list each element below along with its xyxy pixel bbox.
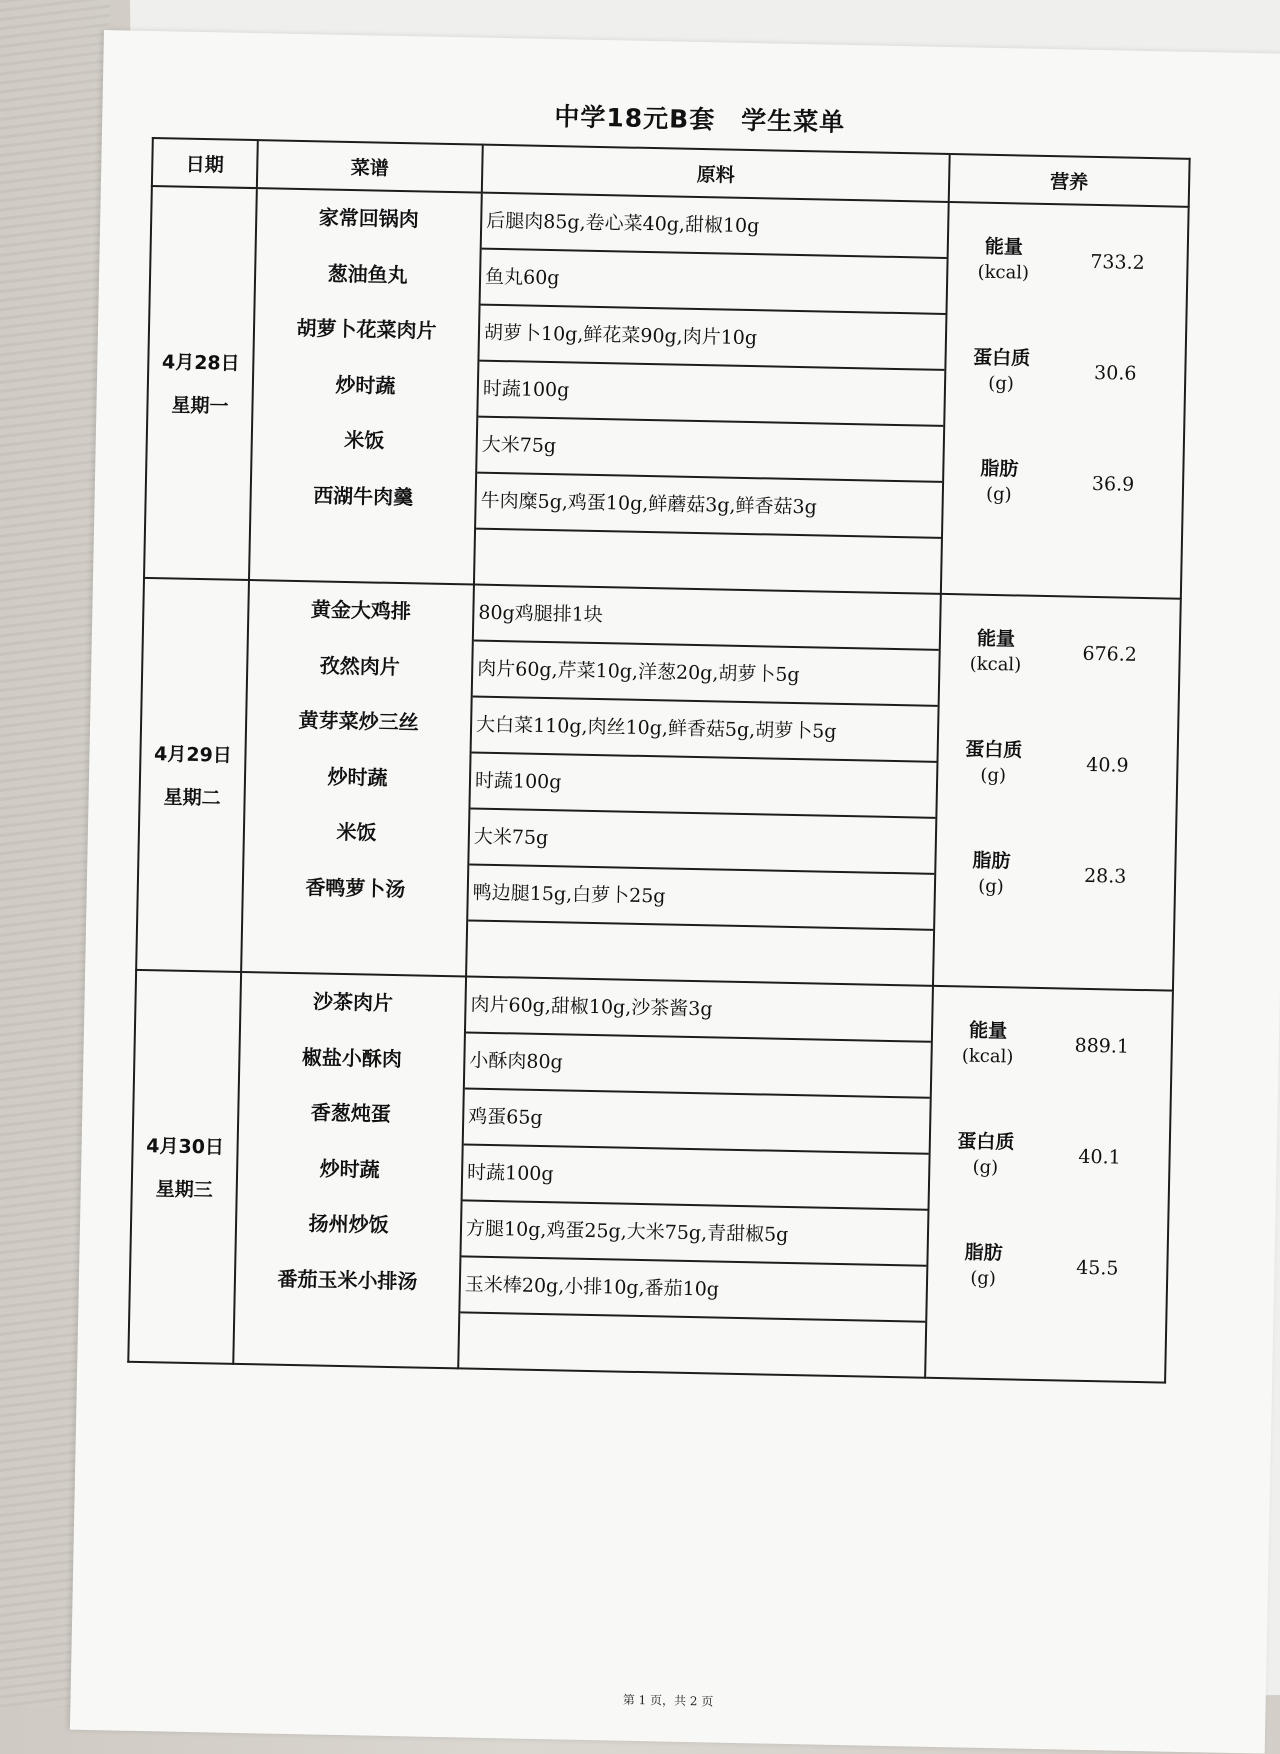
dish-cell <box>249 188 482 584</box>
header-dish: 菜谱 <box>257 140 483 193</box>
energy-block <box>932 987 1172 1103</box>
menu-table <box>127 137 1190 1384</box>
ingredient-line: 时蔬100g <box>470 754 936 819</box>
dish-name: 香葱炖蛋 <box>310 1100 392 1126</box>
protein-unit: (g) <box>988 372 1015 394</box>
weekday-label: 星期三 <box>155 1178 213 1202</box>
day-row <box>136 578 1181 991</box>
nutrition-cell <box>925 986 1173 1383</box>
header-ingredients: 原料 <box>482 145 950 202</box>
energy-unit: (kcal) <box>977 261 1030 284</box>
dish-name: 黄芽菜炒三丝 <box>298 708 419 735</box>
protein-block <box>930 1098 1170 1214</box>
day-row <box>128 970 1173 1383</box>
energy-label: 能量 <box>976 627 1016 650</box>
ingredient-line-empty <box>475 530 941 593</box>
ingredient-line: 玉米棒20g,小排10g,番茄10g <box>460 1257 926 1322</box>
protein-label: 蛋白质 <box>965 737 1023 762</box>
dish-name: 葱油鱼丸 <box>327 261 408 287</box>
ingredients-cell <box>458 976 933 1377</box>
ingredient-line: 大米75g <box>469 810 935 875</box>
date-label: 4月30日 <box>146 1135 225 1159</box>
protein-block <box>945 314 1185 430</box>
ingredient-line: 鸭边腿15g,白萝卜25g <box>468 865 934 930</box>
ingredient-line: 胡萝卜10g,鲜花菜90g,肉片10g <box>479 306 945 371</box>
ingredient-line: 肉片60g,芹菜10g,洋葱20g,胡萝卜5g <box>473 642 939 707</box>
protein-block <box>937 706 1177 822</box>
weekday-label: 星期一 <box>171 394 229 418</box>
protein-unit: (g) <box>980 764 1007 786</box>
page-footer: 第 1 页，共 2 页 <box>622 1692 714 1709</box>
date-cell <box>144 186 257 580</box>
fat-unit: (g) <box>985 483 1012 505</box>
ingredients-cell <box>466 585 941 986</box>
date-label: 4月28日 <box>161 351 240 375</box>
ingredient-line: 鱼丸60g <box>481 250 947 315</box>
protein-label: 蛋白质 <box>957 1129 1015 1153</box>
dish-name: 扬州炒饭 <box>308 1211 389 1237</box>
energy-value: 676.2 <box>1082 642 1138 666</box>
menu-title: 中学18元B套 学生菜单 <box>554 102 846 137</box>
ingredient-line: 小酥肉80g <box>465 1033 931 1098</box>
date-cell <box>128 970 241 1364</box>
dish-name: 米饭 <box>336 819 377 845</box>
energy-value: 889.1 <box>1074 1034 1130 1058</box>
nutrition-cell <box>941 202 1189 599</box>
fat-block <box>927 1209 1167 1325</box>
ingredient-line: 时蔬100g <box>463 1145 929 1210</box>
dish-name: 炒时蔬 <box>327 764 388 790</box>
ingredient-line-empty <box>467 921 933 984</box>
ingredient-line: 后腿肉85g,卷心菜40g,甜椒10g <box>482 194 948 259</box>
ingredient-line: 肉片60g,甜椒10g,沙茶酱3g <box>466 977 932 1042</box>
dish-name: 孜然肉片 <box>319 652 401 679</box>
fat-label: 脂肪 <box>972 849 1011 872</box>
fat-block <box>943 425 1183 541</box>
fat-block <box>935 817 1175 933</box>
ingredient-line: 鸡蛋65g <box>464 1089 930 1154</box>
energy-label: 能量 <box>968 1019 1008 1042</box>
energy-label: 能量 <box>984 235 1024 258</box>
fat-label: 脂肪 <box>980 457 1019 480</box>
header-nutrition: 营养 <box>949 154 1190 207</box>
ingredient-line: 大米75g <box>477 418 943 483</box>
protein-value: 30.6 <box>1093 361 1137 385</box>
fat-unit: (g) <box>977 875 1004 897</box>
energy-block <box>940 595 1180 711</box>
menu-sheet <box>70 30 1280 1754</box>
protein-label: 蛋白质 <box>972 346 1031 370</box>
energy-block <box>947 203 1187 319</box>
header-date: 日期 <box>152 138 258 188</box>
dish-name: 椒盐小酥肉 <box>301 1044 403 1071</box>
dish-name: 黄金大鸡排 <box>310 597 412 624</box>
dish-name: 炒时蔬 <box>335 372 396 398</box>
dish-name: 西湖牛肉羹 <box>312 482 414 509</box>
date-label: 4月29日 <box>153 743 233 767</box>
fat-unit: (g) <box>970 1267 997 1289</box>
nutrition-cell <box>933 594 1181 991</box>
fat-value: 36.9 <box>1091 472 1135 496</box>
dish-name: 沙茶肉片 <box>312 989 394 1015</box>
ingredient-line: 时蔬100g <box>478 362 944 427</box>
protein-value: 40.9 <box>1086 753 1129 777</box>
ingredient-line: 方腿10g,鸡蛋25g,大米75g,青甜椒5g <box>461 1201 927 1266</box>
protein-value: 40.1 <box>1078 1145 1121 1169</box>
ingredients-cell <box>474 193 949 594</box>
fat-label: 脂肪 <box>964 1241 1003 1264</box>
dish-name: 胡萝卜花菜肉片 <box>296 315 437 343</box>
protein-unit: (g) <box>972 1156 999 1178</box>
fat-value: 45.5 <box>1075 1256 1119 1280</box>
fat-value: 28.3 <box>1083 864 1127 888</box>
dish-cell <box>233 972 466 1368</box>
energy-value: 733.2 <box>1090 250 1145 274</box>
energy-unit: (kcal) <box>969 653 1022 676</box>
dish-name: 炒时蔬 <box>319 1156 380 1182</box>
dish-name: 香鸭萝卜汤 <box>305 874 406 901</box>
ingredient-line: 80g鸡腿排1块 <box>474 586 940 651</box>
ingredient-line: 牛肉糜5g,鸡蛋10g,鲜蘑菇3g,鲜香菇3g <box>476 474 942 539</box>
menu-body <box>128 186 1188 1383</box>
date-cell <box>136 578 249 972</box>
day-row <box>144 186 1189 599</box>
dish-cell <box>241 580 474 976</box>
ingredient-line-empty <box>459 1313 925 1376</box>
ingredient-line: 大白菜110g,肉丝10g,鲜香菇5g,胡萝卜5g <box>472 698 938 763</box>
dish-name: 家常回锅肉 <box>318 205 420 232</box>
dish-name: 米饭 <box>344 427 385 453</box>
dish-name: 番茄玉米小排汤 <box>277 1266 418 1294</box>
energy-unit: (kcal) <box>961 1044 1014 1067</box>
weekday-label: 星期二 <box>163 786 221 810</box>
